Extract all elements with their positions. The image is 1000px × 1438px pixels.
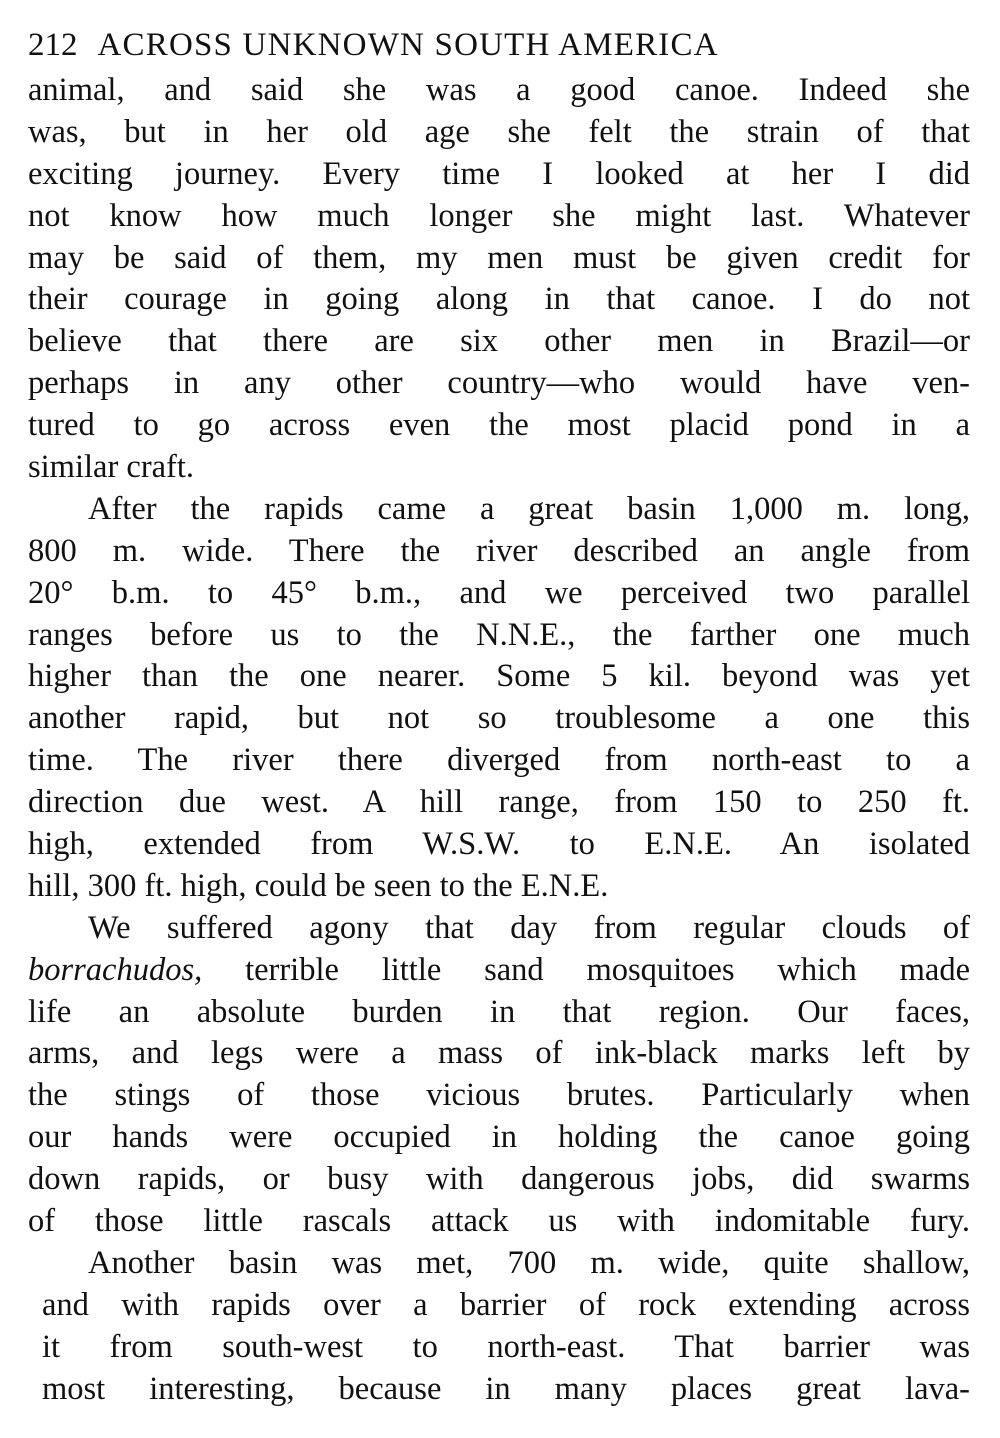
text-line: We suffered agony that day from regular clouds of [88, 909, 970, 946]
text-line: perhaps in any other country—who would have ven- [28, 365, 970, 402]
text-line: down rapids, or busy with dangerous jobs, did swarms [28, 1161, 970, 1198]
text-line [28, 950, 970, 992]
text-line: tured to go across even the most placid pond in a [28, 407, 970, 444]
text-line: our hands were occupied in holding the canoe going [28, 1119, 970, 1156]
text-line: animal, and said she was a good canoe. Indeed she [28, 72, 970, 108]
paragraph [28, 908, 970, 1243]
running-head [28, 20, 970, 70]
paragraph [28, 70, 970, 489]
text-line: higher than the one nearer. Some 5 kil. beyond was yet [28, 658, 970, 695]
text-line: may be said of them, my men must be given credit for [28, 239, 970, 276]
text-line: was, but in her old age she felt the strain of that [28, 113, 970, 150]
book-page [28, 20, 970, 1411]
text-line: exciting journey. Every time I looked at her I did [28, 155, 970, 192]
text-line: not know how much longer she might last. Whatever [28, 197, 970, 234]
text-line: 20° b.m. to 45° b.m., and we perceived two parallel [28, 574, 970, 611]
text-line: life an absolute burden in that region. Our faces, [28, 993, 970, 1030]
text-line: the stings of those vicious brutes. Particularly when [28, 1077, 970, 1114]
text-line: it from south-west to north-east. That barrier was [42, 1328, 970, 1365]
italic-term: borrachudos, [28, 951, 203, 988]
text-line: most interesting, because in many places great lava- [42, 1370, 970, 1407]
paragraph [28, 1243, 970, 1411]
body-text [28, 70, 970, 1411]
text-line: their courage in going along in that canoe. I do not [28, 281, 970, 318]
text-span: terrible little sand mosquitoes which made [202, 951, 970, 988]
text-line: similar craft. [28, 449, 195, 486]
text-line: direction due west. A hill range, from 150 to 250 ft. [28, 784, 970, 821]
paragraph [28, 489, 970, 908]
text-line: After the rapids came a great basin 1,000 m. long, [88, 490, 970, 527]
text-line: of those little rascals attack us with indomitable fury. [28, 1203, 970, 1240]
text-line: believe that there are six other men in Brazil—or [28, 323, 970, 360]
text-line: Another basin was met, 700 m. wide, quite shallow, [88, 1244, 970, 1281]
text-line: and with rapids over a barrier of rock extending across [42, 1286, 970, 1323]
text-line: another rapid, but not so troublesome a one this [28, 700, 970, 737]
text-line: 800 m. wide. There the river described an angle from [28, 532, 970, 569]
text-line: arms, and legs were a mass of ink-black marks left by [28, 1035, 970, 1072]
text-line: time. The river there diverged from north-east to a [28, 742, 970, 779]
text-line: ranges before us to the N.N.E., the farther one much [28, 616, 970, 653]
running-title: ACROSS UNKNOWN SOUTH AMERICA [97, 27, 719, 63]
text-line: high, extended from W.S.W. to E.N.E. An isolated [28, 826, 970, 863]
text-line: hill, 300 ft. high, could be seen to the E.N.E. [28, 867, 609, 904]
page-number: 212 [28, 27, 78, 63]
